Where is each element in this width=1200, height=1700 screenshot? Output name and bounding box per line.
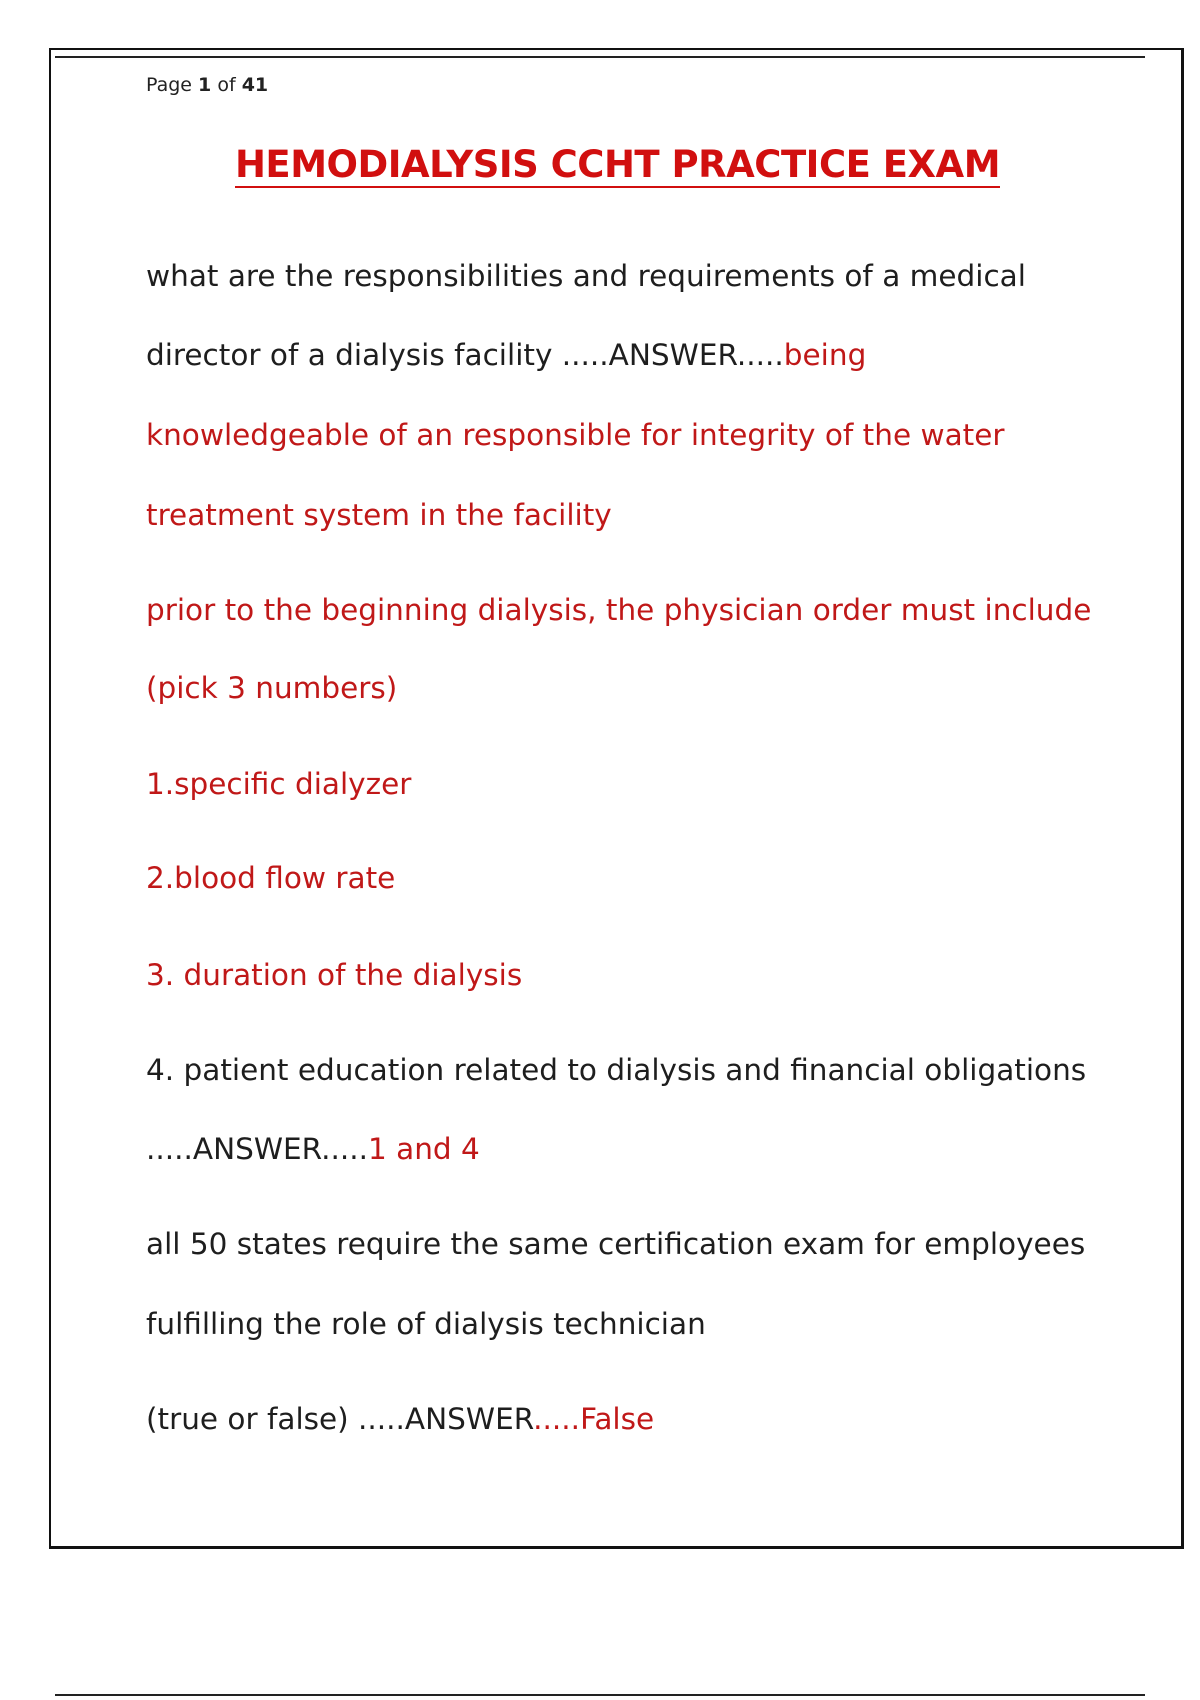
page-title-text: HEMODIALYSIS CCHT PRACTICE EXAM: [234, 143, 1001, 186]
question-2-line-2: (pick 3 numbers): [146, 671, 398, 705]
question-1-text: director of a dialysis facility .....ANSWER.....: [146, 338, 784, 372]
answer-1-line-2: treatment system in the facility: [146, 498, 612, 532]
question-3-line-1: all 50 states require the same certification exam for employees: [146, 1227, 1086, 1261]
answer-3-dots: .....: [533, 1402, 581, 1436]
question-2-option-2: 2.blood flow rate: [146, 861, 396, 895]
total-pages: 41: [241, 74, 269, 96]
page-number: [146, 74, 268, 96]
footer-rule: [55, 1694, 1145, 1696]
answer-2: 1 and 4: [368, 1132, 480, 1166]
current-page: 1: [198, 74, 212, 96]
header-rule: [55, 56, 1145, 58]
question-2-option-1: 1.specific dialyzer: [146, 767, 412, 801]
question-2-line-1: prior to the beginning dialysis, the physician order must include: [146, 593, 1092, 627]
question-1-line-2: [146, 338, 866, 372]
question-2-option-3: 3. duration of the dialysis: [146, 958, 523, 992]
answer-1-line-1: knowledgeable of an responsible for integrity of the water: [146, 418, 1005, 452]
of-label: of: [217, 74, 236, 96]
question-1-line-1: what are the responsibilities and requirements of a medical: [146, 259, 1026, 293]
page-label: Page: [146, 74, 192, 96]
question-2-option-4: 4. patient education related to dialysis and financial obligations: [146, 1053, 1087, 1087]
question-3-text: (true or false) .....ANSWER: [146, 1402, 534, 1436]
answer-3: False: [580, 1402, 655, 1436]
question-3-line-2: fulfilling the role of dialysis technician: [146, 1307, 706, 1341]
question-2-answer-line: [146, 1132, 480, 1166]
page-title: [0, 143, 1200, 186]
question-3-line-3: [146, 1402, 654, 1436]
answer-2-prefix: .....ANSWER.....: [146, 1132, 368, 1166]
answer-1-start: being: [783, 338, 867, 372]
